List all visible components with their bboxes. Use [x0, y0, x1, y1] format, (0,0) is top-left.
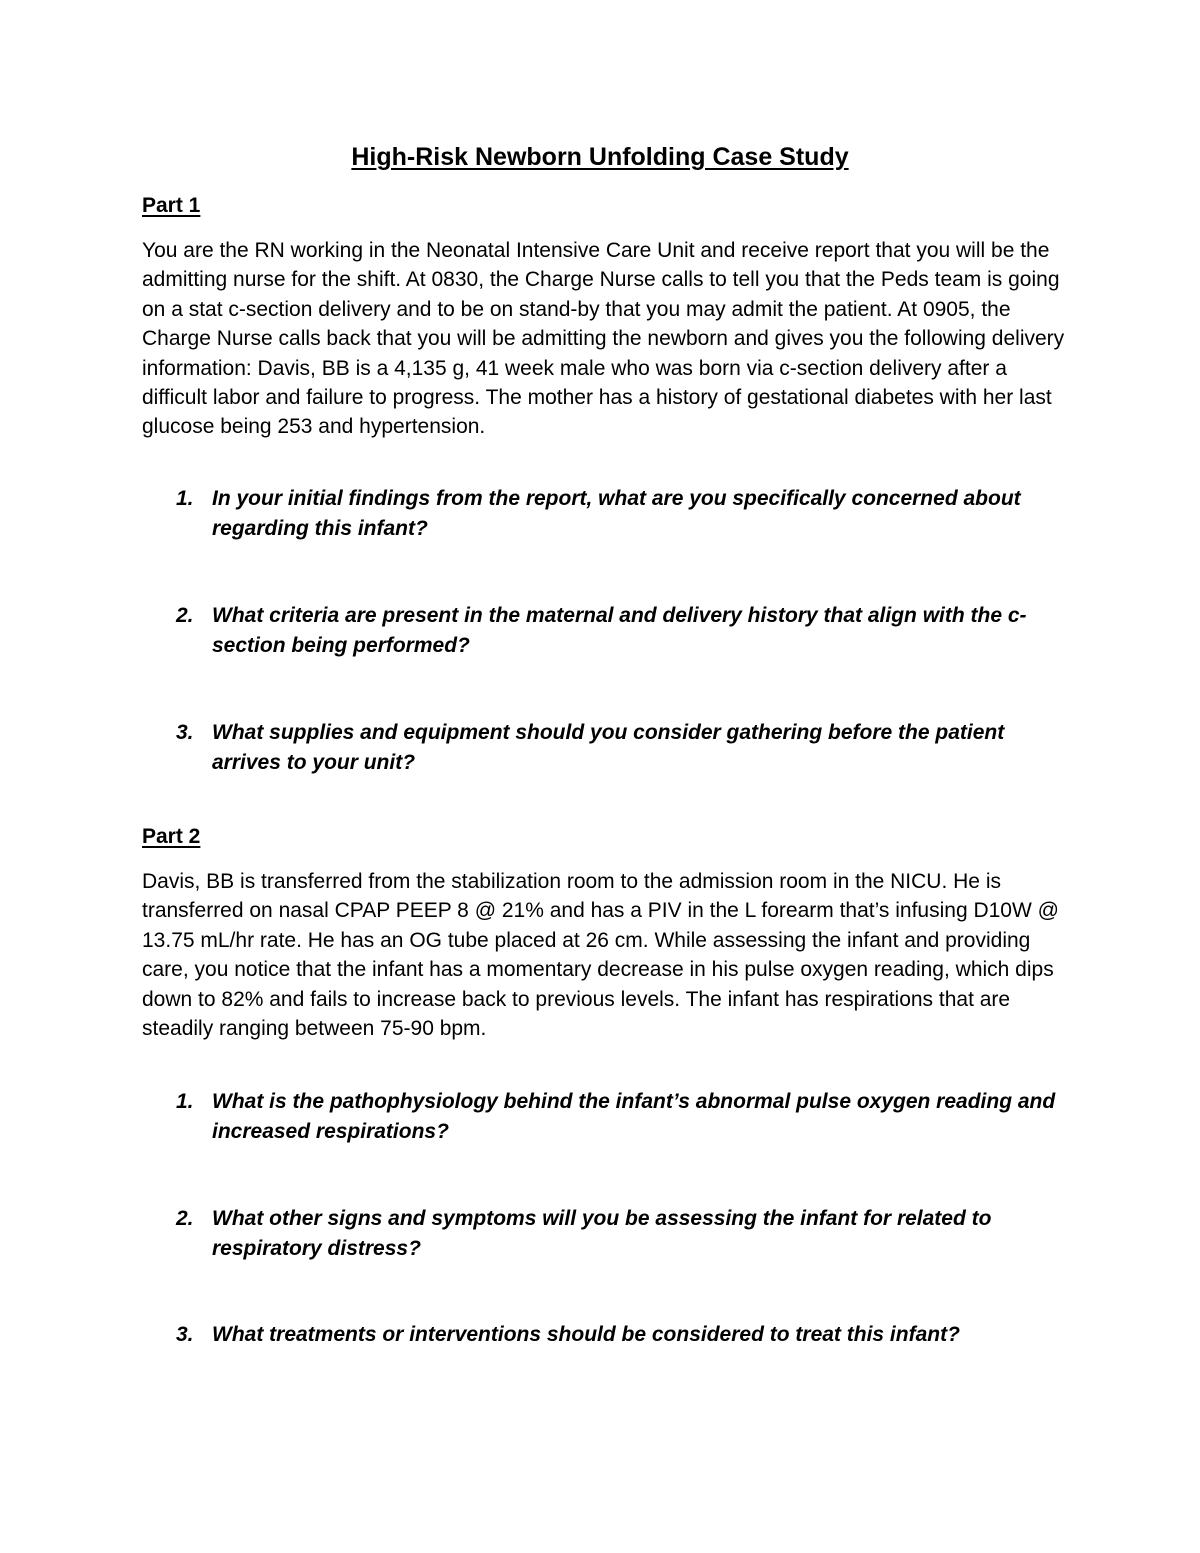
question-text: What other signs and symptoms will you be assessing the infant for related to respiratory distress? — [212, 1207, 992, 1260]
question-text: What criteria are present in the maternal and delivery history that align with the c-section being performed? — [212, 604, 1027, 657]
question-number: 1. — [176, 487, 194, 510]
question-number: 3. — [176, 1323, 194, 1346]
part-2-question-2 — [176, 1204, 1076, 1263]
question-text: What treatments or interventions should be considered to treat this infant? — [212, 1323, 960, 1346]
document-title: High-Risk Newborn Unfolding Case Study — [351, 143, 849, 171]
question-number: 2. — [176, 604, 194, 627]
part-2-heading: Part 2 — [142, 825, 201, 848]
question-number: 1. — [176, 1090, 194, 1113]
part-1-question-1 — [176, 484, 1076, 543]
part-1-scenario-paragraph: You are the RN working in the Neonatal Intensive Care Unit and receive report that you will be the admitting nurse for the shift. At 0830, the Charge Nurse calls to tell you that the Peds team is going on a stat c-section delivery and to be on stand-by that you may admit the patient. At 0905, the Charge Nurse calls back that you will be admitting the newborn and gives you the following delivery information: Davis, BB is a 4,135 g, 41 week male who was born via c-section delivery after a difficult labor and failure to progress. The mother has a history of gestational diabetes with her last glucose being 253 and hypertension. — [142, 239, 1065, 439]
part-1-question-2 — [176, 601, 1076, 660]
question-text: In your initial findings from the report, what are you specifically concerned about regarding this infant? — [212, 487, 1021, 540]
question-text: What is the pathophysiology behind the infant’s abnormal pulse oxygen reading and increased respirations? — [212, 1090, 1056, 1143]
question-number: 3. — [176, 721, 194, 744]
part-1-heading: Part 1 — [142, 194, 201, 217]
part-2-question-1 — [176, 1087, 1076, 1146]
question-text: What supplies and equipment should you consider gathering before the patient arrives to your unit? — [212, 721, 1005, 774]
part-1-question-3 — [176, 718, 1076, 777]
part-2-question-3 — [176, 1320, 1076, 1350]
question-number: 2. — [176, 1207, 194, 1230]
part-2-scenario-paragraph: Davis, BB is transferred from the stabilization room to the admission room in the NICU. He is transferred on nasal CPAP PEEP 8 @ 21% and has a PIV in the L forearm that’s infusing D10W @ 13.75 mL/hr rate. He has an OG tube placed at 26 cm. While assessing the infant and providing care, you notice that the infant has a momentary decrease in his pulse oxygen reading, which dips down to 82% and fails to increase back to previous levels. The infant has respirations that are steadily ranging between 75-90 bpm. — [142, 870, 1059, 1041]
